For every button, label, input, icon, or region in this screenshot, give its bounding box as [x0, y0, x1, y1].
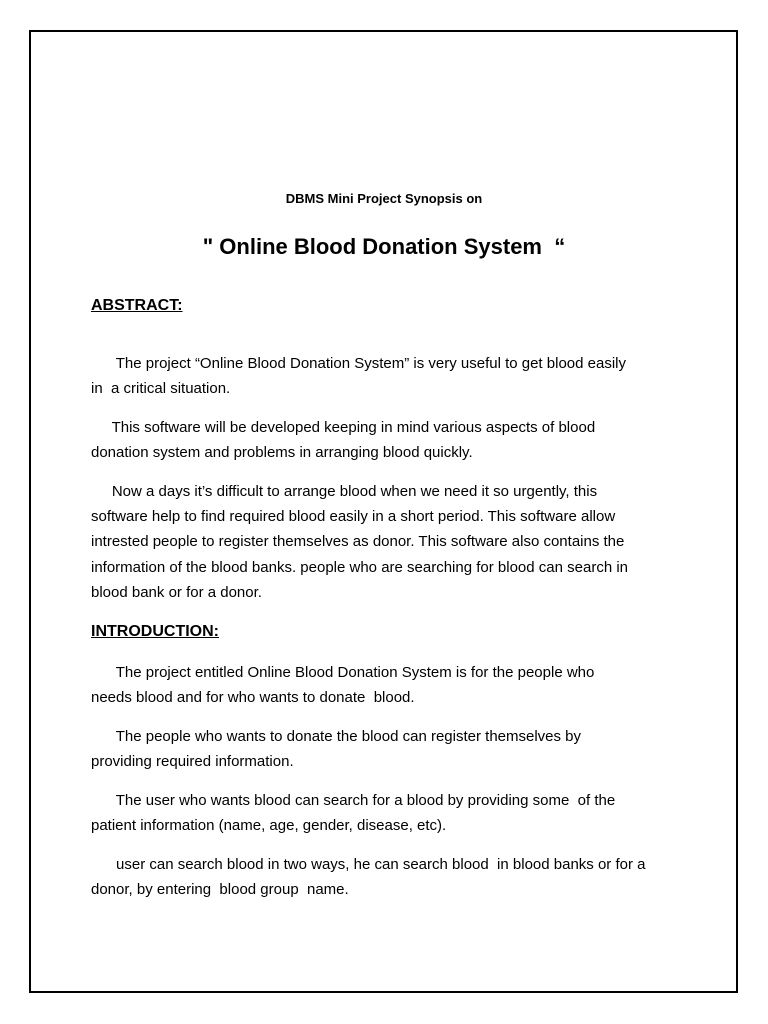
abstract-paragraph-3-line-1: Now a days it’s difficult to arrange blood when we need it so urgently, this: [91, 483, 598, 500]
introduction-paragraph-1-line-2: needs blood and for who wants to donate blood.: [91, 689, 415, 706]
document-title: " Online Blood Donation System “: [202, 234, 566, 259]
abstract-paragraph-3-line-4: information of the blood banks. people who are searching for blood can search in: [91, 559, 629, 576]
document-subtitle: DBMS Mini Project Synopsis on: [285, 191, 483, 206]
introduction-paragraph-4-line-2: donor, by entering blood group name.: [91, 881, 349, 898]
introduction-paragraph-2-line-1: The people who wants to donate the blood can register themselves by: [91, 728, 582, 745]
introduction-paragraph-4-line-1: user can search blood in two ways, he can search blood in blood banks or for a: [91, 856, 646, 873]
abstract-heading: ABSTRACT:: [91, 297, 183, 314]
abstract-paragraph-2-line-1: This software will be developed keeping in mind various aspects of blood: [91, 419, 596, 436]
introduction-paragraph-1-line-1: The project entitled Online Blood Donation System is for the people who: [91, 664, 595, 681]
abstract-paragraph-1-line-1: The project “Online Blood Donation System” is very useful to get blood easily: [91, 355, 626, 372]
introduction-heading: INTRODUCTION:: [91, 623, 219, 640]
abstract-paragraph-3-line-3: intrested people to register themselves as donor. This software also contains the: [91, 533, 625, 550]
abstract-paragraph-1-line-2: in a critical situation.: [91, 380, 231, 397]
introduction-paragraph-2-line-2: providing required information.: [91, 753, 294, 770]
introduction-paragraph-3-line-2: patient information (name, age, gender, disease, etc).: [91, 817, 447, 834]
abstract-paragraph-2-line-2: donation system and problems in arranging blood quickly.: [91, 444, 473, 461]
introduction-paragraph-3-line-1: The user who wants blood can search for a blood by providing some of the: [91, 792, 616, 809]
abstract-paragraph-3-line-5: blood bank or for a donor.: [91, 584, 262, 601]
abstract-paragraph-3-line-2: software help to find required blood easily in a short period. This software allow: [91, 508, 616, 525]
